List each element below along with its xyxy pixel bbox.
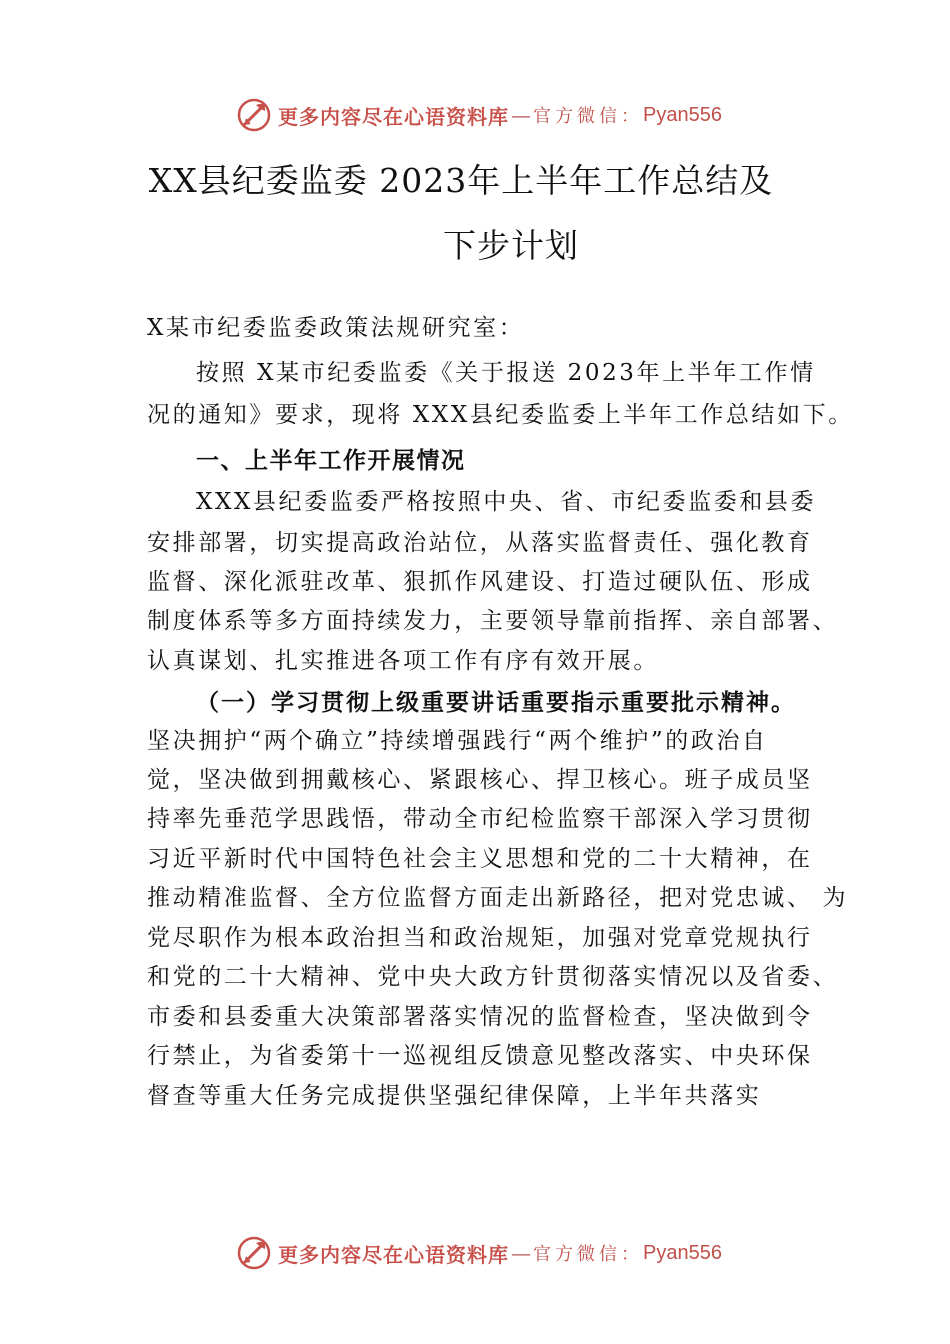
sub1-line-4: 习近平新时代中国特色社会主义思想和党的二十大精神，在 xyxy=(147,846,813,872)
intro-line-1: 按照 X某市纪委监委《关于报送 2023年上半年工作情 xyxy=(196,360,816,386)
watermark-site-text: 更多内容尽在心语资料库 xyxy=(278,1242,509,1267)
watermark-separator: — xyxy=(511,1241,531,1265)
watermark-site-text: 更多内容尽在心语资料库 xyxy=(278,104,509,129)
intro-line-2: 况的通知》要求，现将 XXX县纪委监委上半年工作总结如下。 xyxy=(147,402,854,428)
section1-line-2: 安排部署，切实提高政治站位，从落实监督责任、强化教育 xyxy=(147,530,813,556)
sub1-line-7: 和党的二十大精神、党中央大政方针贯彻落实情况以及省委、 xyxy=(147,964,839,990)
document-title-line2: 下步计划 xyxy=(443,226,579,265)
sub1-line-5: 推动精准监督、全方位监督方面走出新路径，把对党忠诚、 为 xyxy=(147,885,849,911)
sub1-line-1: 坚决拥护“两个确立”持续增强践行“两个维护”的政治自 xyxy=(147,728,768,754)
section1-line-4: 制度体系等多方面持续发力，主要领导靠前指挥、亲自部署、 xyxy=(147,608,839,634)
watermark-banner-top xyxy=(236,95,722,135)
sub1-line-3: 持率先垂范学思践悟，带动全市纪检监察干部深入学习贯彻 xyxy=(147,806,813,832)
document-title-line1: XX县纪委监委 2023年上半年工作总结及 xyxy=(148,161,774,200)
sub1-line-8: 市委和县委重大决策部署落实情况的监督检查，坚决做到令 xyxy=(147,1004,813,1030)
watermark-separator: — xyxy=(511,103,531,127)
section1-line-1: XXX县纪委监委严格按照中央、省、市纪委监委和县委 xyxy=(196,489,817,515)
watermark-wechat-id: Pyan556 xyxy=(643,103,722,126)
watermark-banner-bottom xyxy=(236,1233,722,1273)
section1-line-3: 监督、深化派驻改革、狠抓作风建设、打造过硬队伍、形成 xyxy=(147,569,813,595)
recipient-line: X某市纪委监委政策法规研究室： xyxy=(147,315,525,341)
quill-logo-icon xyxy=(236,97,272,133)
sub1-line-9: 行禁止，为省委第十一巡视组反馈意见整改落实、中央环保 xyxy=(147,1043,813,1069)
quill-logo-icon xyxy=(236,1235,272,1271)
subsection1-heading: （一）学习贯彻上级重要讲话重要指示重要批示精神。 xyxy=(196,689,796,716)
watermark-wechat-label: 官方微信： xyxy=(533,1244,643,1265)
sub1-line-2: 觉，坚决做到拥戴核心、紧跟核心、捍卫核心。班子成员坚 xyxy=(147,767,813,793)
watermark-wechat-id: Pyan556 xyxy=(643,1241,722,1264)
sub1-line-10: 督查等重大任务完成提供坚强纪律保障，上半年共落实 xyxy=(147,1083,762,1109)
section1-heading: 一、上半年工作开展情况 xyxy=(196,448,466,474)
section1-line-5: 认真谋划、扎实推进各项工作有序有效开展。 xyxy=(147,648,659,674)
watermark-wechat-label: 官方微信： xyxy=(533,106,643,127)
sub1-line-6: 党尽职作为根本政治担当和政治规矩，加强对党章党规执行 xyxy=(147,925,813,951)
